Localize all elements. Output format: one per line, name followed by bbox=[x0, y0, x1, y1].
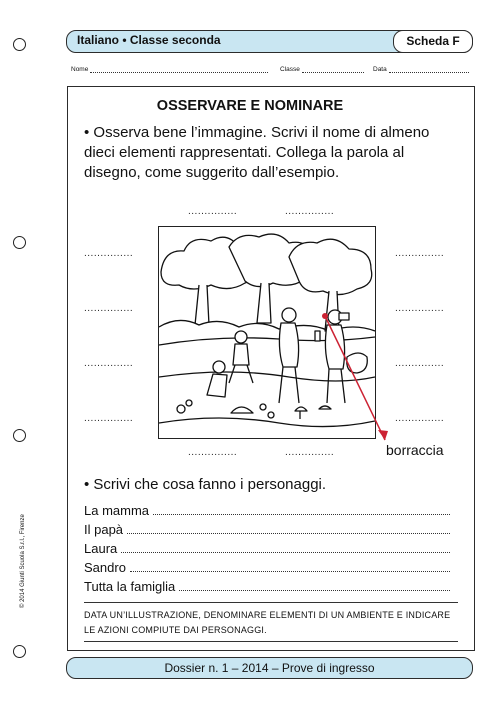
answer-blank[interactable]: ............... bbox=[395, 303, 445, 314]
divider bbox=[84, 602, 458, 603]
character-label: Tutta la famiglia bbox=[84, 579, 176, 594]
character-row[interactable] bbox=[84, 503, 450, 518]
answer-blank[interactable]: ............... bbox=[395, 358, 445, 369]
answer-blank[interactable]: ............... bbox=[188, 447, 238, 458]
character-label: Il papà bbox=[84, 522, 124, 537]
character-row[interactable] bbox=[84, 560, 450, 575]
answer-blank[interactable]: ............... bbox=[84, 303, 134, 314]
instruction-observe: • Osserva bene l’immagine. Scrivi il nome di almeno dieci elementi rappresentati. Collega la parola al disegno, come suggerito dall’esempio. bbox=[84, 124, 430, 181]
page-title: OSSERVARE E NOMINARE bbox=[156, 98, 344, 114]
answer-blank[interactable]: ............... bbox=[188, 206, 238, 217]
character-row[interactable] bbox=[84, 522, 450, 537]
character-row[interactable] bbox=[84, 579, 450, 594]
divider bbox=[84, 641, 458, 642]
class-label: Classe bbox=[280, 66, 300, 73]
answer-blank[interactable]: ............... bbox=[395, 413, 445, 424]
answer-blank[interactable]: ............... bbox=[285, 447, 335, 458]
date-label: Data bbox=[373, 66, 387, 73]
subject-label: Italiano • Classe seconda bbox=[77, 33, 221, 47]
teacher-note: DATA UN’ILLUSTRAZIONE, DENOMINARE ELEMENTI DI UN AMBIENTE E INDICARE LE AZIONI COMPIUTE DAI PERSONAGGI. bbox=[84, 610, 451, 635]
character-row[interactable] bbox=[84, 541, 450, 556]
answer-blank[interactable]: ............... bbox=[84, 358, 134, 369]
answer-blank[interactable]: ............... bbox=[395, 248, 445, 259]
character-label: La mamma bbox=[84, 503, 150, 518]
answer-blank[interactable]: ............... bbox=[84, 248, 134, 259]
copyright-text: © 2014 Giunti Scuola S.r.l., Firenze bbox=[20, 514, 26, 608]
example-word: borraccia bbox=[386, 442, 444, 458]
answer-blank[interactable]: ............... bbox=[285, 206, 335, 217]
answer-blank[interactable]: ............... bbox=[84, 413, 134, 424]
instruction-characters: • Scrivi che cosa fanno i personaggi. bbox=[84, 476, 327, 493]
character-label: Laura bbox=[84, 541, 118, 556]
character-label: Sandro bbox=[84, 560, 126, 575]
footer-band: Dossier n. 1 – 2014 – Prove di ingresso bbox=[66, 657, 473, 679]
name-label: Nome bbox=[71, 66, 89, 73]
sheet-label: Scheda F bbox=[393, 30, 473, 53]
